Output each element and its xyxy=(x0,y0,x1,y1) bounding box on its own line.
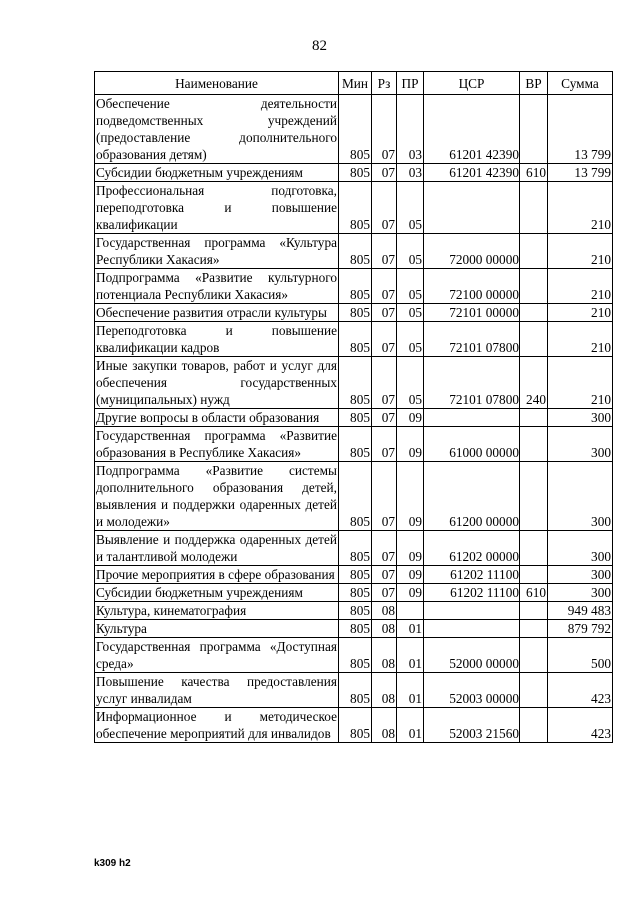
table-body xyxy=(95,95,613,743)
cell-rz: 07 xyxy=(372,427,397,462)
cell-min: 805 xyxy=(339,427,372,462)
cell-sum: 300 xyxy=(548,427,613,462)
cell-name: Подпрограмма «Развитие системы дополнительного образования детей, выявления и поддержки одаренных детей и молодежи» xyxy=(96,463,337,529)
cell-rz: 08 xyxy=(372,638,397,673)
cell-pr: 01 xyxy=(397,708,424,743)
cell-min: 805 xyxy=(339,531,372,566)
header-name: Наименование xyxy=(95,72,339,95)
cell-csr: 72000 00000 xyxy=(424,234,520,269)
cell-rz: 07 xyxy=(372,304,397,322)
cell-pr: 01 xyxy=(397,620,424,638)
cell-min: 805 xyxy=(339,602,372,620)
cell-pr: 01 xyxy=(397,638,424,673)
cell-sum: 13 799 xyxy=(548,95,613,164)
cell-sum: 210 xyxy=(548,234,613,269)
cell-vr xyxy=(520,602,548,620)
table-header-row xyxy=(95,72,613,95)
cell-csr: 72101 07800 xyxy=(424,322,520,357)
cell-sum: 210 xyxy=(548,304,613,322)
cell-min: 805 xyxy=(339,304,372,322)
cell-vr xyxy=(520,95,548,164)
cell-name: Субсидии бюджетным учреждениям xyxy=(95,584,339,602)
cell-pr: 09 xyxy=(397,531,424,566)
cell-min: 805 xyxy=(339,357,372,409)
cell-sum: 879 792 xyxy=(548,620,613,638)
cell-name: Другие вопросы в области образования xyxy=(95,409,339,427)
table-row xyxy=(95,673,613,708)
cell-name: Подпрограмма «Развитие культурного потенциала Республики Хакасия» xyxy=(96,270,337,302)
table-row xyxy=(95,95,613,164)
cell-csr: 61202 11100 xyxy=(424,566,520,584)
cell-name: Переподготовка и повышение квалификации кадров xyxy=(96,323,337,355)
cell-rz: 07 xyxy=(372,182,397,234)
cell-min: 805 xyxy=(339,322,372,357)
cell-pr: 05 xyxy=(397,234,424,269)
table-row xyxy=(95,427,613,462)
cell-rz: 07 xyxy=(372,357,397,409)
cell-vr xyxy=(520,566,548,584)
cell-rz: 08 xyxy=(372,708,397,743)
cell-min: 805 xyxy=(339,269,372,304)
cell-sum: 13 799 xyxy=(548,164,613,182)
cell-vr xyxy=(520,409,548,427)
cell-rz: 08 xyxy=(372,673,397,708)
cell-vr: 240 xyxy=(520,357,548,409)
cell-csr: 61200 00000 xyxy=(424,462,520,531)
cell-pr: 05 xyxy=(397,304,424,322)
cell-pr: 09 xyxy=(397,566,424,584)
table-row xyxy=(95,234,613,269)
cell-csr: 72101 07800 xyxy=(424,357,520,409)
table-row xyxy=(95,638,613,673)
table-row xyxy=(95,584,613,602)
cell-vr xyxy=(520,531,548,566)
table-row xyxy=(95,304,613,322)
cell-rz: 08 xyxy=(372,620,397,638)
cell-rz: 07 xyxy=(372,531,397,566)
table-row xyxy=(95,269,613,304)
cell-csr xyxy=(424,602,520,620)
cell-name: Обеспечение деятельности подведомственных учреждений (предоставление дополнительного образования детям) xyxy=(96,96,337,162)
header-rz: Рз xyxy=(372,72,397,95)
cell-rz: 07 xyxy=(372,462,397,531)
cell-csr: 52003 21560 xyxy=(424,708,520,743)
cell-sum: 300 xyxy=(548,584,613,602)
table-row xyxy=(95,462,613,531)
header-csr: ЦСР xyxy=(424,72,520,95)
cell-vr: 610 xyxy=(520,584,548,602)
cell-min: 805 xyxy=(339,234,372,269)
cell-sum: 210 xyxy=(548,182,613,234)
table-row xyxy=(95,409,613,427)
cell-name: Профессиональная подготовка, переподготовка и повышение квалификации xyxy=(96,183,337,232)
cell-sum: 300 xyxy=(548,462,613,531)
cell-vr: 610 xyxy=(520,164,548,182)
cell-csr: 52003 00000 xyxy=(424,673,520,708)
cell-rz: 07 xyxy=(372,584,397,602)
cell-csr: 61201 42390 xyxy=(424,95,520,164)
cell-rz: 07 xyxy=(372,234,397,269)
cell-vr xyxy=(520,304,548,322)
cell-vr xyxy=(520,269,548,304)
table-row xyxy=(95,322,613,357)
header-sum: Сумма xyxy=(548,72,613,95)
cell-name: Повышение качества предоставления услуг инвалидам xyxy=(96,674,337,706)
cell-vr xyxy=(520,638,548,673)
cell-rz: 07 xyxy=(372,322,397,357)
cell-rz: 07 xyxy=(372,269,397,304)
cell-sum: 500 xyxy=(548,638,613,673)
cell-vr xyxy=(520,234,548,269)
cell-pr: 09 xyxy=(397,427,424,462)
cell-pr: 03 xyxy=(397,164,424,182)
cell-pr: 01 xyxy=(397,673,424,708)
cell-vr xyxy=(520,462,548,531)
cell-pr: 05 xyxy=(397,322,424,357)
cell-sum: 423 xyxy=(548,673,613,708)
cell-name: Государственная программа «Развитие образования в Республике Хакасия» xyxy=(96,428,337,460)
cell-sum: 210 xyxy=(548,322,613,357)
cell-sum: 300 xyxy=(548,566,613,584)
cell-csr xyxy=(424,620,520,638)
cell-name: Иные закупки товаров, работ и услуг для обеспечения государственных (муниципальных) нужд xyxy=(96,358,337,407)
cell-min: 805 xyxy=(339,620,372,638)
table-row xyxy=(95,531,613,566)
cell-pr xyxy=(397,602,424,620)
cell-rz: 07 xyxy=(372,164,397,182)
cell-csr: 61201 42390 xyxy=(424,164,520,182)
cell-min: 805 xyxy=(339,566,372,584)
cell-pr: 05 xyxy=(397,269,424,304)
cell-pr: 09 xyxy=(397,462,424,531)
cell-rz: 07 xyxy=(372,95,397,164)
cell-min: 805 xyxy=(339,409,372,427)
cell-min: 805 xyxy=(339,164,372,182)
cell-min: 805 xyxy=(339,95,372,164)
header-pr: ПР xyxy=(397,72,424,95)
cell-name: Субсидии бюджетным учреждениям xyxy=(95,164,339,182)
cell-sum: 949 483 xyxy=(548,602,613,620)
cell-min: 805 xyxy=(339,708,372,743)
cell-pr: 09 xyxy=(397,584,424,602)
cell-csr xyxy=(424,409,520,427)
cell-min: 805 xyxy=(339,673,372,708)
cell-name: Обеспечение развития отрасли культуры xyxy=(95,304,339,322)
cell-sum: 210 xyxy=(548,269,613,304)
cell-csr: 52000 00000 xyxy=(424,638,520,673)
budget-table xyxy=(94,71,613,743)
cell-csr: 72101 00000 xyxy=(424,304,520,322)
table-row xyxy=(95,182,613,234)
cell-min: 805 xyxy=(339,462,372,531)
cell-vr xyxy=(520,427,548,462)
header-vr: ВР xyxy=(520,72,548,95)
cell-name: Государственная программа «Доступная среда» xyxy=(96,639,337,671)
cell-rz: 08 xyxy=(372,602,397,620)
cell-name: Культура xyxy=(95,620,339,638)
footer-code: k309 h2 xyxy=(94,858,131,869)
cell-name: Информационное и методическое обеспечение мероприятий для инвалидов xyxy=(96,709,337,741)
cell-vr xyxy=(520,182,548,234)
cell-pr: 03 xyxy=(397,95,424,164)
cell-sum: 300 xyxy=(548,409,613,427)
cell-pr: 05 xyxy=(397,357,424,409)
cell-sum: 423 xyxy=(548,708,613,743)
table-row xyxy=(95,602,613,620)
cell-min: 805 xyxy=(339,638,372,673)
cell-rz: 07 xyxy=(372,566,397,584)
cell-rz: 07 xyxy=(372,409,397,427)
cell-name: Прочие мероприятия в сфере образования xyxy=(95,566,339,584)
cell-csr: 61202 11100 xyxy=(424,584,520,602)
table-row xyxy=(95,164,613,182)
cell-vr xyxy=(520,620,548,638)
table-row xyxy=(95,620,613,638)
table-row xyxy=(95,708,613,743)
cell-csr: 72100 00000 xyxy=(424,269,520,304)
header-min: Мин xyxy=(339,72,372,95)
cell-sum: 210 xyxy=(548,357,613,409)
cell-name: Культура, кинематография xyxy=(95,602,339,620)
cell-name: Государственная программа «Культура Республики Хакасия» xyxy=(96,235,337,267)
cell-sum: 300 xyxy=(548,531,613,566)
cell-csr xyxy=(424,182,520,234)
cell-name: Выявление и поддержка одаренных детей и талантливой молодежи xyxy=(96,532,337,564)
page-number: 82 xyxy=(312,38,327,54)
table-row xyxy=(95,357,613,409)
cell-pr: 09 xyxy=(397,409,424,427)
cell-min: 805 xyxy=(339,584,372,602)
cell-vr xyxy=(520,673,548,708)
cell-vr xyxy=(520,322,548,357)
cell-min: 805 xyxy=(339,182,372,234)
cell-csr: 61202 00000 xyxy=(424,531,520,566)
cell-csr: 61000 00000 xyxy=(424,427,520,462)
cell-pr: 05 xyxy=(397,182,424,234)
cell-vr xyxy=(520,708,548,743)
table-row xyxy=(95,566,613,584)
